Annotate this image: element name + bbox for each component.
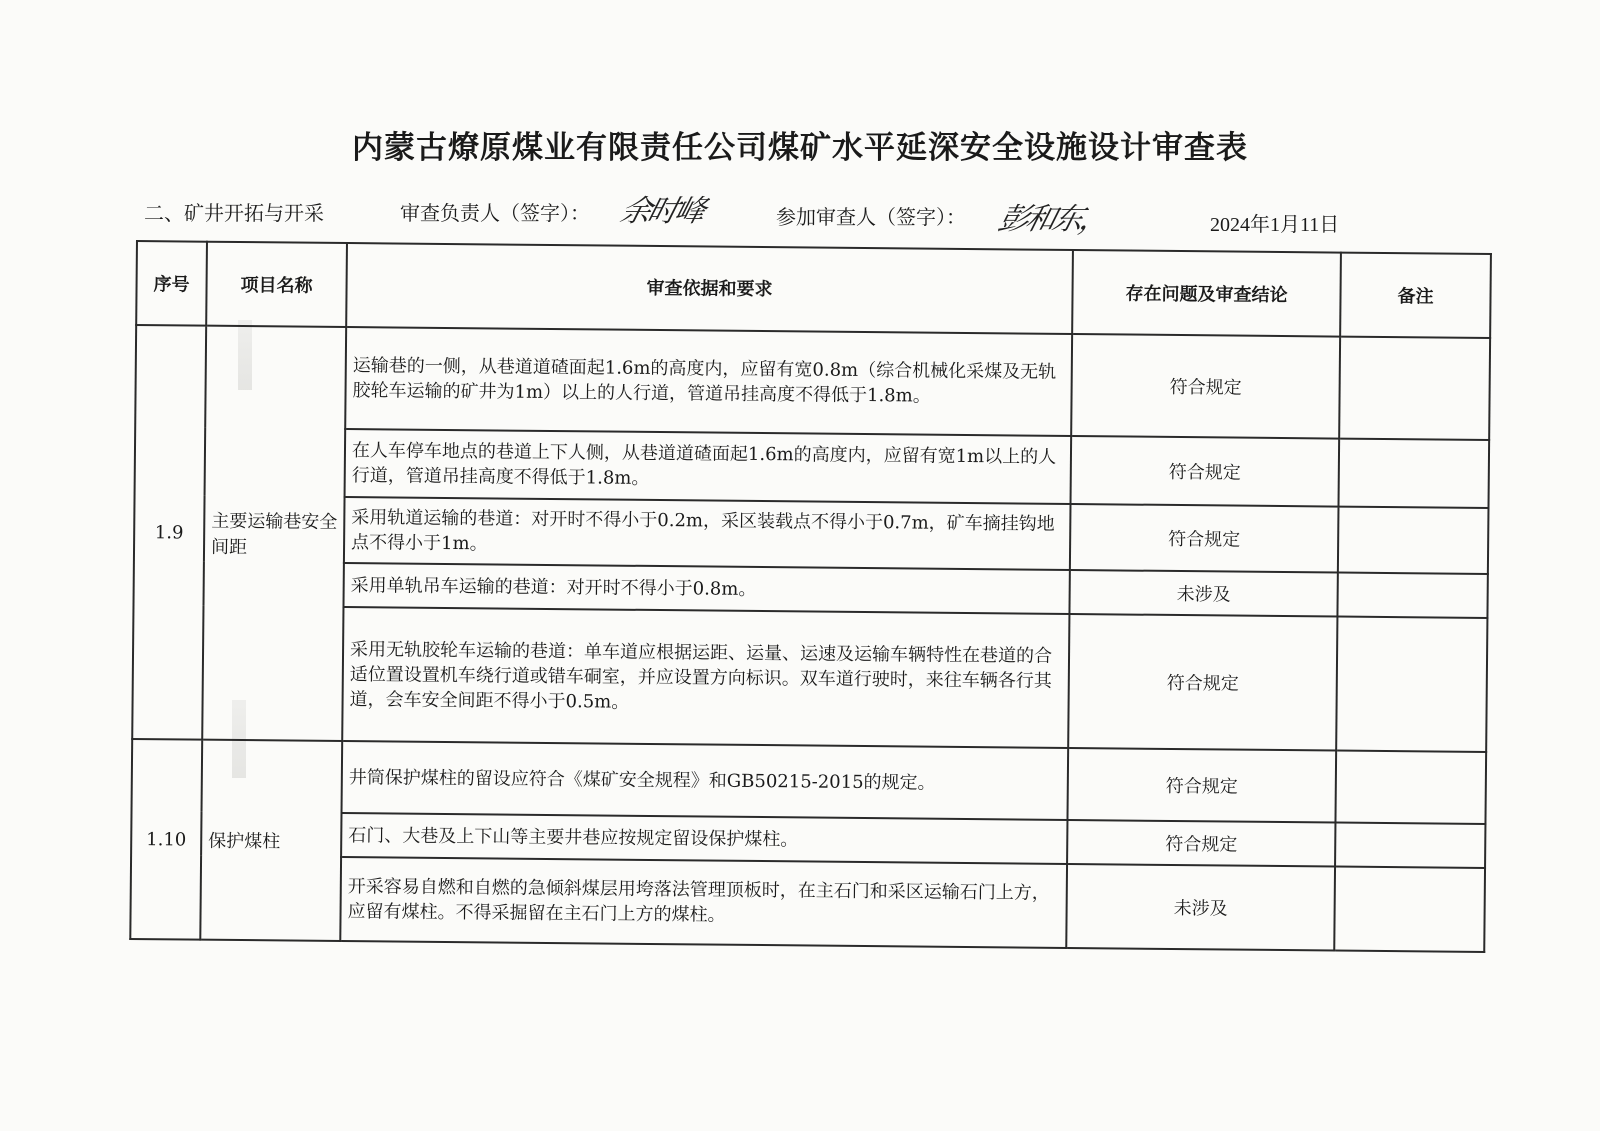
group-name: 主要运输巷安全间距 xyxy=(202,326,346,741)
note-cell xyxy=(1334,867,1485,952)
group-name: 保护煤柱 xyxy=(200,740,342,941)
note-cell xyxy=(1338,507,1489,574)
note-cell xyxy=(1336,617,1487,752)
table-header-row xyxy=(136,241,1491,338)
requirement-cell: 开采容易自燃和自燃的急倾斜煤层用垮落法管理顶板时，在主石门和采区运输石门上方，应留有煤柱。不得采掘留在主石门上方的煤柱。 xyxy=(340,857,1067,948)
requirement-cell: 采用轨道运输的巷道：对开时不得小于0.2m，采区装载点不得小于0.7m，矿车摘挂钩地点不得小于1m。 xyxy=(344,497,1071,570)
reviewer-signature: 余时峰 xyxy=(616,194,707,229)
participant-label: 参加审查人（签字）： xyxy=(776,205,966,229)
header-name: 项目名称 xyxy=(206,242,347,327)
section-heading: 二、矿井开拓与开采 xyxy=(144,201,324,225)
review-table xyxy=(129,240,1492,953)
note-cell xyxy=(1337,573,1487,618)
note-cell xyxy=(1338,439,1489,508)
requirement-cell: 采用无轨胶轮车运输的巷道：单车道应根据运距、运量、运速及运输车辆特性在巷道的合适位置设置机车绕行道或错车硐室，并应设置方向标识。双车道行驶时，来往车辆各行其道，会车安全间距不得小于0.5m。 xyxy=(342,607,1069,748)
table-row xyxy=(135,325,1490,440)
requirement-cell: 石门、大巷及上下山等主要井巷应按规定留设保护煤柱。 xyxy=(341,813,1067,864)
requirement-cell: 在人车停车地点的巷道上下人侧，从巷道道碴面起1.6m的高度内，应留有宽1m以上的人行道，管道吊挂高度不得低于1.8m。 xyxy=(345,429,1072,504)
requirement-cell: 井筒保护煤柱的留设应符合《煤矿安全规程》和GB50215-2015的规定。 xyxy=(342,741,1069,820)
document-title: 内蒙古燎原煤业有限责任公司煤矿水平延深安全设施设计审查表 xyxy=(352,130,1248,166)
result-cell: 符合规定 xyxy=(1070,504,1339,573)
note-cell xyxy=(1339,337,1490,440)
result-cell: 符合规定 xyxy=(1067,820,1335,867)
table-row xyxy=(132,739,1487,824)
header-seq: 序号 xyxy=(136,241,207,326)
result-cell: 符合规定 xyxy=(1068,614,1337,751)
requirement-cell: 运输巷的一侧，从巷道道碴面起1.6m的高度内，应留有宽0.8m（综合机械化采煤及无轨胶轮车运输的矿井为1m）以上的人行道，管道吊挂高度不得低于1.8m。 xyxy=(345,327,1072,436)
review-date: 2024年1月11日 xyxy=(1210,214,1340,236)
note-cell xyxy=(1335,823,1485,868)
requirement-cell: 采用单轨吊车运输的巷道：对开时不得小于0.8m。 xyxy=(343,563,1069,614)
participant-signature: 彭和东， xyxy=(994,202,1112,237)
group-seq: 1.10 xyxy=(130,739,202,940)
header-result: 存在问题及审查结论 xyxy=(1072,250,1341,337)
result-cell: 未涉及 xyxy=(1069,570,1337,617)
group-seq: 1.9 xyxy=(132,325,206,740)
header-requirement: 审查依据和要求 xyxy=(346,243,1073,334)
result-cell: 符合规定 xyxy=(1071,436,1340,507)
result-cell: 符合规定 xyxy=(1067,748,1336,823)
result-cell: 未涉及 xyxy=(1066,864,1335,951)
note-cell xyxy=(1335,751,1486,824)
result-cell: 符合规定 xyxy=(1071,334,1340,439)
reviewer-label: 审查负责人（签字）： xyxy=(400,201,590,225)
header-note: 备注 xyxy=(1340,253,1491,338)
